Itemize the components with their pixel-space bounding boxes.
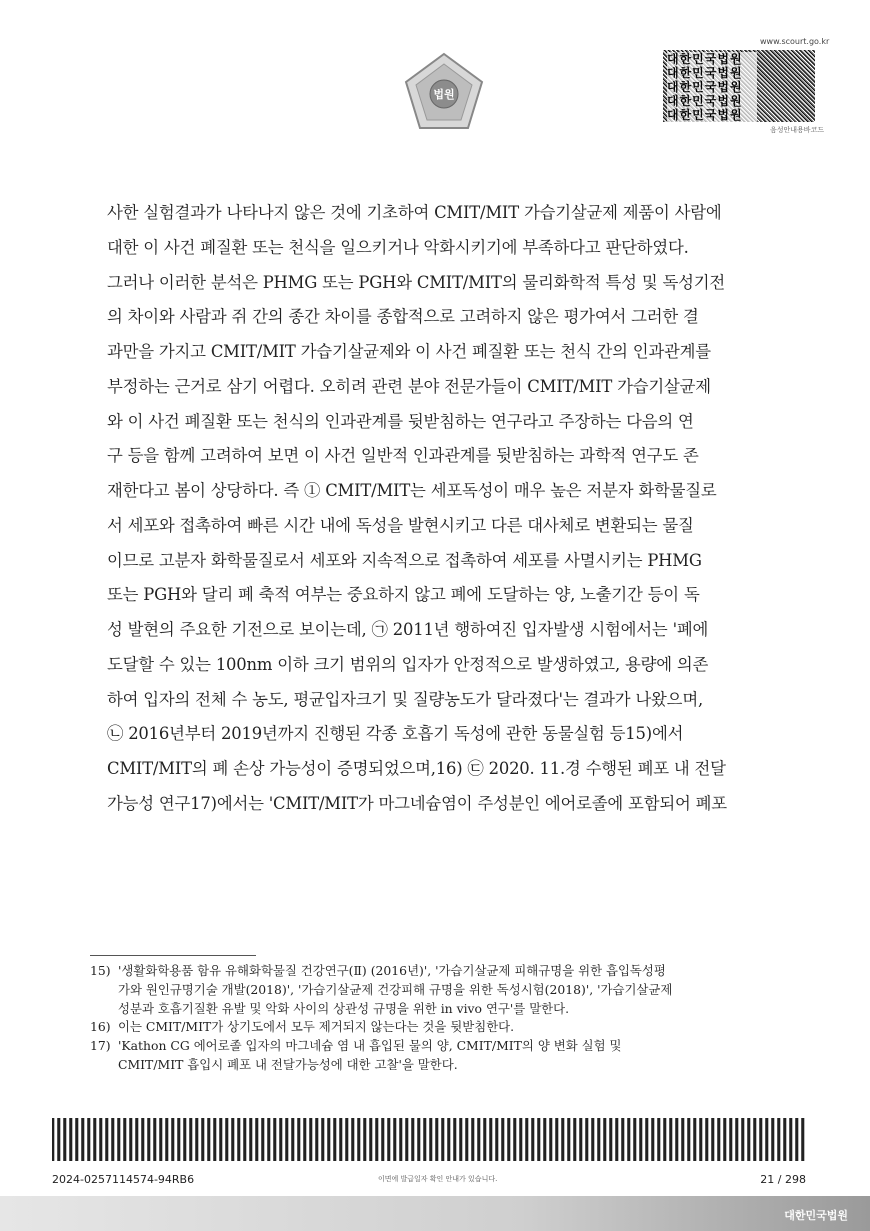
- bottom-band: [0, 1196, 870, 1231]
- text-line: 사한 실험결과가 나타나지 않은 것에 기초하여 CMIT/MIT 가습기살균제 제품이 사람에: [107, 203, 722, 222]
- text-line: 그러나 이러한 분석은 PHMG 또는 PGH와 CMIT/MIT의 물리화학적 특성 및 독성기전: [107, 272, 725, 292]
- verification-barcode: [663, 50, 815, 122]
- court-emblem-icon: [398, 48, 490, 140]
- footnote-line: '생활화학용품 함유 유해화학물질 건강연구(Ⅱ) (2016년)', '가습기살균제 피해규명을 위한 흡입독성평: [118, 963, 666, 978]
- footnotes: [90, 962, 785, 1075]
- footnote: [90, 1037, 785, 1075]
- document-id: 2024-0257114574-94RB6: [52, 1173, 195, 1186]
- text-line: 도달할 수 있는 100nm 이하 크기 범위의 입자가 안정적으로 발생하였고, 용량에 의존: [107, 654, 709, 674]
- site-url: www.scourt.go.kr: [760, 37, 830, 46]
- qr-text-line: 대한민국법원: [667, 66, 757, 80]
- qr-text-line: 대한민국법원: [667, 94, 757, 108]
- page-number: 21 / 298: [760, 1173, 806, 1186]
- text-line: CMIT/MIT의 폐 손상 가능성이 증명되었으며,16) ㉢ 2020. 11.경 수행된 폐포 내 전달: [107, 759, 726, 778]
- footnote-line: CMIT/MIT 흡입시 폐포 내 전달가능성에 대한 고찰'을 말한다.: [118, 1056, 458, 1072]
- text-line: 가능성 연구17)에서는 'CMIT/MIT가 마그네슘염이 주성분인 에어로졸에 포함되어 폐포: [107, 793, 727, 813]
- footnote: [90, 962, 785, 1018]
- text-line: 서 세포와 접촉하여 빠른 시간 내에 독성을 발현시키고 다른 대사체로 변환되는 물질: [107, 515, 694, 535]
- emblem-label: 법원: [433, 88, 455, 101]
- footnote-line: 가와 원인규명기술 개발(2018)', '가습기살균제 건강피해 규명을 위한 독성시험(2018)', '가습기살균제: [118, 981, 673, 997]
- text-line: 의 차이와 사람과 쥐 간의 종간 차이를 종합적으로 고려하지 않은 평가여서 그러한 결: [107, 307, 699, 327]
- footnote-line: 이는 CMIT/MIT가 상기도에서 모두 제거되지 않는다는 것을 뒷받침한다.: [118, 1019, 515, 1035]
- text-line: 이므로 고분자 화학물질로서 세포와 지속적으로 접촉하여 세포를 사멸시키는 PHMG: [107, 550, 702, 570]
- text-line: 재한다고 봄이 상당하다. 즉 ① CMIT/MIT는 세포독성이 매우 높은 저분자 화학물질로: [107, 481, 717, 500]
- footnote-divider: [90, 955, 256, 956]
- text-line: 와 이 사건 폐질환 또는 천식의 인과관계를 뒷받침하는 연구라고 주장하는 다음의 연: [107, 411, 694, 431]
- footnote-number: 15): [90, 963, 111, 978]
- text-line: 구 등을 함께 고려하여 보면 이 사건 일반적 인과관계를 뒷받침하는 과학적 연구도 존: [107, 446, 699, 466]
- text-line: 성 발현의 주요한 기전으로 보이는데, ㉠ 2011년 행하여진 입자발생 시험에서는 '폐에: [107, 620, 709, 639]
- qr-caption: 음성안내용바코드: [770, 126, 825, 134]
- footnote-number: 16): [90, 1019, 111, 1035]
- footnote: [90, 1018, 785, 1037]
- text-line: 과만을 가지고 CMIT/MIT 가습기살균제와 이 사건 폐질환 또는 천식 간의 인과관계를: [107, 342, 711, 361]
- text-line: 하여 입자의 전체 수 농도, 평균입자크기 및 질량농도가 달라졌다'는 결과가 나왔으며,: [107, 689, 703, 709]
- footer-note: 이면에 발급일자 확인 안내가 있습니다.: [378, 1175, 498, 1183]
- footnote-line: 'Kathon CG 에어로졸 입자의 마그네슘 염 내 흡입된 물의 양, CMIT/MIT의 양 변화 실험 및: [118, 1038, 622, 1054]
- footnote-line: 성분과 호흡기질환 유발 및 악화 사이의 상관성 규명을 위한 in vivo 연구'를 말한다.: [118, 1000, 570, 1016]
- qr-text-line: 대한민국법원: [667, 80, 757, 94]
- text-line: 부정하는 근거로 삼기 어렵다. 오히려 관련 분야 전문가들이 CMIT/MIT 가습기살균제: [107, 376, 711, 396]
- qr-text-line: 대한민국법원: [667, 52, 757, 66]
- qr-text-line: 대한민국법원: [667, 108, 757, 122]
- text-line: 대한 이 사건 폐질환 또는 천식을 일으키거나 악화시키기에 부족하다고 판단하였다.: [107, 237, 689, 257]
- document-barcode: [52, 1118, 806, 1161]
- court-watermark: 대한민국법원: [784, 1209, 848, 1222]
- footnote-number: 17): [90, 1038, 111, 1054]
- text-line: 또는 PGH와 달리 폐 축적 여부는 중요하지 않고 폐에 도달하는 양, 노출기간 등이 독: [107, 585, 700, 605]
- text-line: ㉡ 2016년부터 2019년까지 진행된 각종 호흡기 독성에 관한 동물실험 등15)에서: [107, 724, 684, 744]
- body-text: [107, 196, 787, 822]
